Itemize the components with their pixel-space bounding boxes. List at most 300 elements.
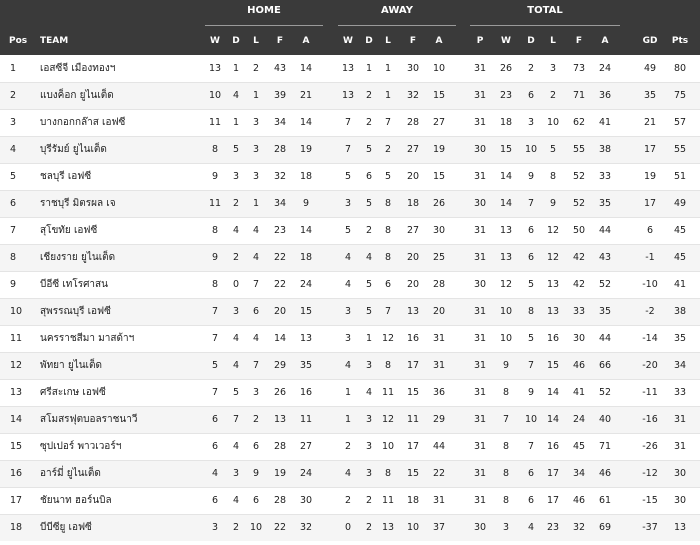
home-stat-cell: 5 — [232, 144, 240, 155]
home-stat-cell: 2 — [252, 63, 260, 74]
home-stat-cell: 7 — [211, 387, 219, 398]
total-stat-cell: 4 — [527, 522, 535, 533]
total-stat-cell: 30 — [473, 522, 487, 533]
away-stat-cell: 5 — [365, 144, 373, 155]
total-stat-cell: 17 — [546, 495, 560, 506]
home-stat-cell: 1 — [252, 198, 260, 209]
home-stat-cell: 3 — [232, 171, 240, 182]
away-stat-cell: 15 — [406, 387, 420, 398]
total-stat-cell: 46 — [598, 468, 612, 479]
away-stat-cell: 17 — [406, 441, 420, 452]
total-stat-cell: 10 — [499, 333, 513, 344]
home-stat-cell: 7 — [252, 279, 260, 290]
position-cell: 15 — [10, 441, 23, 452]
away-stat-cell: 2 — [365, 225, 373, 236]
total-stat-cell: 9 — [549, 198, 557, 209]
home-stat-cell: 13 — [208, 63, 222, 74]
home-stat-cell: 3 — [252, 144, 260, 155]
column-header-total-3: L — [550, 36, 556, 46]
total-stat-cell: 26 — [499, 63, 513, 74]
away-stat-cell: 3 — [344, 198, 352, 209]
group-total-title: TOTAL — [527, 5, 563, 16]
total-stat-cell: 69 — [598, 522, 612, 533]
total-stat-cell: 34 — [572, 468, 586, 479]
table-row — [0, 325, 700, 352]
team-name-cell: ราชบุรี มิตรผล เจ — [40, 198, 116, 209]
points-cell: 45 — [673, 252, 687, 263]
position-cell: 11 — [10, 333, 23, 344]
away-stat-cell: 7 — [344, 144, 352, 155]
total-stat-cell: 43 — [598, 252, 612, 263]
home-stat-cell: 22 — [273, 279, 287, 290]
away-stat-cell: 11 — [381, 387, 395, 398]
row-divider — [0, 487, 700, 488]
home-stat-cell: 6 — [252, 495, 260, 506]
total-stat-cell: 33 — [598, 171, 612, 182]
total-stat-cell: 12 — [546, 252, 560, 263]
row-divider — [0, 379, 700, 380]
home-stat-cell: 7 — [211, 333, 219, 344]
home-stat-cell: 32 — [299, 522, 313, 533]
position-cell: 16 — [10, 468, 23, 479]
away-stat-cell: 4 — [344, 468, 352, 479]
goal-difference-cell: -1 — [645, 252, 655, 263]
team-name-cell: เชียงราย ยูไนเต็ด — [40, 252, 116, 263]
home-stat-cell: 8 — [211, 279, 219, 290]
row-divider — [0, 298, 700, 299]
table-row — [0, 109, 700, 136]
total-stat-cell: 3 — [549, 63, 557, 74]
away-stat-cell: 5 — [344, 171, 352, 182]
position-cell: 1 — [10, 63, 17, 74]
away-stat-cell: 19 — [432, 144, 446, 155]
total-stat-cell: 14 — [546, 387, 560, 398]
home-stat-cell: 2 — [232, 522, 240, 533]
goal-difference-cell: 6 — [646, 225, 654, 236]
team-name-cell: สโมสรฟุตบอลราชนาวี — [40, 414, 138, 425]
away-stat-cell: 5 — [365, 306, 373, 317]
total-stat-cell: 12 — [546, 225, 560, 236]
away-stat-cell: 2 — [365, 522, 373, 533]
goal-difference-cell: 49 — [643, 63, 657, 74]
home-stat-cell: 19 — [273, 468, 287, 479]
points-cell: 13 — [673, 522, 687, 533]
goal-difference-cell: -12 — [642, 468, 658, 479]
position-cell: 10 — [10, 306, 23, 317]
total-stat-cell: 15 — [546, 360, 560, 371]
home-stat-cell: 11 — [208, 198, 222, 209]
goal-difference-cell: -16 — [642, 414, 658, 425]
total-stat-cell: 5 — [527, 279, 535, 290]
group-home-underline — [205, 25, 323, 26]
away-stat-cell: 13 — [341, 90, 355, 101]
away-stat-cell: 11 — [381, 495, 395, 506]
away-stat-cell: 11 — [406, 414, 420, 425]
total-stat-cell: 42 — [572, 279, 586, 290]
away-stat-cell: 28 — [406, 117, 420, 128]
total-stat-cell: 52 — [598, 387, 612, 398]
away-stat-cell: 3 — [365, 468, 373, 479]
total-stat-cell: 46 — [572, 360, 586, 371]
away-stat-cell: 5 — [365, 279, 373, 290]
table-header — [0, 0, 700, 55]
goal-difference-cell: -15 — [642, 495, 658, 506]
total-stat-cell: 31 — [473, 117, 487, 128]
away-stat-cell: 31 — [432, 360, 446, 371]
total-stat-cell: 8 — [527, 306, 535, 317]
away-stat-cell: 30 — [432, 225, 446, 236]
points-cell: 55 — [673, 144, 687, 155]
row-divider — [0, 433, 700, 434]
team-name-cell: ชัยนาท ฮอร์นบิล — [40, 495, 112, 506]
home-stat-cell: 0 — [232, 279, 240, 290]
team-name-cell: แบงค็อก ยูไนเต็ด — [40, 90, 114, 101]
away-stat-cell: 31 — [432, 495, 446, 506]
team-name-cell: บางกอกกล๊าส เอฟซี — [40, 117, 126, 128]
total-stat-cell: 17 — [546, 468, 560, 479]
total-stat-cell: 10 — [499, 306, 513, 317]
home-stat-cell: 7 — [232, 414, 240, 425]
total-stat-cell: 32 — [572, 522, 586, 533]
goal-difference-cell: -26 — [642, 441, 658, 452]
home-stat-cell: 8 — [211, 144, 219, 155]
total-stat-cell: 45 — [572, 441, 586, 452]
row-divider — [0, 514, 700, 515]
total-stat-cell: 8 — [549, 171, 557, 182]
goal-difference-cell: 17 — [643, 144, 657, 155]
total-stat-cell: 52 — [572, 171, 586, 182]
away-stat-cell: 3 — [344, 333, 352, 344]
total-stat-cell: 8 — [502, 495, 510, 506]
away-stat-cell: 12 — [381, 414, 395, 425]
total-stat-cell: 30 — [473, 279, 487, 290]
away-stat-cell: 1 — [344, 387, 352, 398]
column-header-pos: Pos — [9, 36, 28, 46]
home-stat-cell: 4 — [252, 333, 260, 344]
points-cell: 31 — [673, 441, 687, 452]
away-stat-cell: 13 — [381, 522, 395, 533]
total-stat-cell: 44 — [598, 225, 612, 236]
total-stat-cell: 23 — [546, 522, 560, 533]
home-stat-cell: 9 — [302, 198, 310, 209]
away-stat-cell: 16 — [406, 333, 420, 344]
home-stat-cell: 4 — [232, 495, 240, 506]
away-stat-cell: 1 — [384, 63, 392, 74]
away-stat-cell: 15 — [432, 171, 446, 182]
away-stat-cell: 28 — [432, 279, 446, 290]
points-cell: 34 — [673, 360, 687, 371]
total-stat-cell: 46 — [572, 495, 586, 506]
table-row — [0, 163, 700, 190]
home-stat-cell: 4 — [232, 90, 240, 101]
away-stat-cell: 8 — [384, 360, 392, 371]
away-stat-cell: 2 — [344, 495, 352, 506]
table-row — [0, 514, 700, 541]
away-stat-cell: 10 — [406, 522, 420, 533]
home-stat-cell: 28 — [273, 495, 287, 506]
team-name-cell: ซุปเปอร์ พาวเวอร์ฯ — [40, 441, 122, 452]
away-stat-cell: 7 — [384, 306, 392, 317]
total-stat-cell: 2 — [549, 90, 557, 101]
total-stat-cell: 16 — [546, 441, 560, 452]
away-stat-cell: 7 — [344, 117, 352, 128]
away-stat-cell: 36 — [432, 387, 446, 398]
total-stat-cell: 31 — [473, 63, 487, 74]
away-stat-cell: 3 — [365, 360, 373, 371]
home-stat-cell: 2 — [252, 414, 260, 425]
home-stat-cell: 16 — [299, 387, 313, 398]
row-divider — [0, 190, 700, 191]
away-stat-cell: 20 — [432, 306, 446, 317]
home-stat-cell: 23 — [273, 225, 287, 236]
row-divider — [0, 406, 700, 407]
home-stat-cell: 32 — [273, 171, 287, 182]
away-stat-cell: 6 — [365, 171, 373, 182]
total-stat-cell: 18 — [499, 117, 513, 128]
total-stat-cell: 8 — [502, 441, 510, 452]
home-stat-cell: 5 — [211, 360, 219, 371]
column-header-total-5: A — [601, 36, 609, 46]
home-stat-cell: 28 — [273, 441, 287, 452]
away-stat-cell: 5 — [344, 225, 352, 236]
home-stat-cell: 7 — [211, 306, 219, 317]
column-header-home-2: L — [253, 36, 259, 46]
away-stat-cell: 4 — [344, 360, 352, 371]
total-stat-cell: 30 — [572, 333, 586, 344]
group-home-title: HOME — [247, 5, 281, 16]
goal-difference-cell: 17 — [643, 198, 657, 209]
total-stat-cell: 73 — [572, 63, 586, 74]
total-stat-cell: 50 — [572, 225, 586, 236]
row-divider — [0, 163, 700, 164]
row-divider — [0, 352, 700, 353]
row-divider — [0, 271, 700, 272]
home-stat-cell: 3 — [232, 468, 240, 479]
column-header-away-4: A — [435, 36, 443, 46]
home-stat-cell: 6 — [211, 441, 219, 452]
total-stat-cell: 6 — [527, 225, 535, 236]
goal-difference-cell: 19 — [643, 171, 657, 182]
home-stat-cell: 15 — [299, 306, 313, 317]
home-stat-cell: 4 — [211, 468, 219, 479]
home-stat-cell: 22 — [273, 522, 287, 533]
away-stat-cell: 6 — [384, 279, 392, 290]
home-stat-cell: 8 — [211, 225, 219, 236]
total-stat-cell: 24 — [572, 414, 586, 425]
table-row — [0, 82, 700, 109]
away-stat-cell: 5 — [365, 198, 373, 209]
home-stat-cell: 18 — [299, 252, 313, 263]
goal-difference-cell: -11 — [642, 387, 658, 398]
away-stat-cell: 20 — [406, 171, 420, 182]
total-stat-cell: 13 — [499, 252, 513, 263]
row-divider — [0, 82, 700, 83]
away-stat-cell: 10 — [381, 441, 395, 452]
column-header-home-0: W — [210, 36, 220, 46]
home-stat-cell: 43 — [273, 63, 287, 74]
away-stat-cell: 2 — [365, 90, 373, 101]
column-header-away-2: L — [385, 36, 391, 46]
home-stat-cell: 24 — [299, 279, 313, 290]
away-stat-cell: 3 — [365, 441, 373, 452]
home-stat-cell: 39 — [273, 90, 287, 101]
home-stat-cell: 11 — [208, 117, 222, 128]
goal-difference-cell: 21 — [643, 117, 657, 128]
home-stat-cell: 22 — [273, 252, 287, 263]
total-stat-cell: 24 — [598, 63, 612, 74]
home-stat-cell: 34 — [273, 198, 287, 209]
points-cell: 30 — [673, 468, 687, 479]
position-cell: 4 — [10, 144, 17, 155]
away-stat-cell: 7 — [384, 117, 392, 128]
home-stat-cell: 4 — [232, 360, 240, 371]
column-header-home-1: D — [232, 36, 240, 46]
total-stat-cell: 6 — [527, 252, 535, 263]
home-stat-cell: 10 — [249, 522, 263, 533]
total-stat-cell: 7 — [527, 198, 535, 209]
home-stat-cell: 14 — [299, 117, 313, 128]
away-stat-cell: 1 — [344, 414, 352, 425]
team-name-cell: บุรีรัมย์ ยูไนเต็ด — [40, 144, 107, 155]
home-stat-cell: 3 — [232, 306, 240, 317]
total-stat-cell: 30 — [473, 198, 487, 209]
total-stat-cell: 41 — [598, 117, 612, 128]
total-stat-cell: 6 — [527, 495, 535, 506]
total-stat-cell: 31 — [473, 468, 487, 479]
home-stat-cell: 18 — [299, 171, 313, 182]
total-stat-cell: 61 — [598, 495, 612, 506]
home-stat-cell: 2 — [232, 252, 240, 263]
away-stat-cell: 1 — [384, 90, 392, 101]
away-stat-cell: 10 — [432, 63, 446, 74]
home-stat-cell: 4 — [252, 252, 260, 263]
home-stat-cell: 4 — [232, 441, 240, 452]
away-stat-cell: 20 — [406, 252, 420, 263]
away-stat-cell: 5 — [384, 171, 392, 182]
home-stat-cell: 29 — [273, 360, 287, 371]
total-stat-cell: 5 — [549, 144, 557, 155]
home-stat-cell: 13 — [273, 414, 287, 425]
total-stat-cell: 6 — [527, 90, 535, 101]
total-stat-cell: 6 — [527, 468, 535, 479]
away-stat-cell: 31 — [432, 333, 446, 344]
points-cell: 45 — [673, 225, 687, 236]
goal-difference-cell: -37 — [642, 522, 658, 533]
table-row — [0, 460, 700, 487]
total-stat-cell: 71 — [598, 441, 612, 452]
home-stat-cell: 24 — [299, 468, 313, 479]
column-header-total-4: F — [575, 36, 583, 46]
total-stat-cell: 55 — [572, 144, 586, 155]
points-cell: 35 — [673, 333, 687, 344]
away-stat-cell: 8 — [384, 198, 392, 209]
home-stat-cell: 9 — [211, 171, 219, 182]
table-row — [0, 298, 700, 325]
group-total-underline — [470, 25, 620, 26]
total-stat-cell: 35 — [598, 198, 612, 209]
away-stat-cell: 20 — [406, 279, 420, 290]
home-stat-cell: 3 — [252, 387, 260, 398]
home-stat-cell: 28 — [273, 144, 287, 155]
home-stat-cell: 6 — [252, 306, 260, 317]
total-stat-cell: 14 — [546, 414, 560, 425]
column-header-total-1: W — [501, 36, 511, 46]
row-divider — [0, 217, 700, 218]
table-row — [0, 352, 700, 379]
total-stat-cell: 31 — [473, 306, 487, 317]
total-stat-cell: 23 — [499, 90, 513, 101]
total-stat-cell: 7 — [527, 360, 535, 371]
home-stat-cell: 35 — [299, 360, 313, 371]
total-stat-cell: 41 — [572, 387, 586, 398]
team-name-cell: พัทยา ยูไนเต็ด — [40, 360, 102, 371]
position-cell: 13 — [10, 387, 23, 398]
column-header-away-1: D — [365, 36, 373, 46]
table-row — [0, 487, 700, 514]
column-header-home-4: A — [302, 36, 310, 46]
away-stat-cell: 0 — [344, 522, 352, 533]
position-cell: 5 — [10, 171, 17, 182]
total-stat-cell: 42 — [572, 252, 586, 263]
home-stat-cell: 10 — [208, 90, 222, 101]
away-stat-cell: 2 — [344, 441, 352, 452]
team-name-cell: อาร์มี่ ยูไนเต็ด — [40, 468, 101, 479]
total-stat-cell: 10 — [524, 144, 538, 155]
away-stat-cell: 2 — [365, 495, 373, 506]
table-row — [0, 379, 700, 406]
home-stat-cell: 26 — [273, 387, 287, 398]
home-stat-cell: 9 — [211, 252, 219, 263]
away-stat-cell: 22 — [432, 468, 446, 479]
table-row — [0, 136, 700, 163]
away-stat-cell: 4 — [344, 279, 352, 290]
table-row — [0, 190, 700, 217]
total-stat-cell: 8 — [502, 387, 510, 398]
home-stat-cell: 1 — [232, 63, 240, 74]
away-stat-cell: 29 — [432, 414, 446, 425]
home-stat-cell: 11 — [299, 414, 313, 425]
total-stat-cell: 66 — [598, 360, 612, 371]
column-header-away-3: F — [409, 36, 417, 46]
home-stat-cell: 4 — [232, 225, 240, 236]
table-row — [0, 406, 700, 433]
row-divider — [0, 244, 700, 245]
away-stat-cell: 4 — [344, 252, 352, 263]
team-name-cell: เอสซีจี เมืองทองฯ — [40, 63, 116, 74]
total-stat-cell: 2 — [527, 63, 535, 74]
home-stat-cell: 1 — [252, 90, 260, 101]
home-stat-cell: 3 — [211, 522, 219, 533]
home-stat-cell: 4 — [252, 225, 260, 236]
row-divider — [0, 325, 700, 326]
table-row — [0, 271, 700, 298]
points-cell: 41 — [673, 279, 687, 290]
home-stat-cell: 34 — [273, 117, 287, 128]
total-stat-cell: 9 — [527, 171, 535, 182]
away-stat-cell: 32 — [406, 90, 420, 101]
home-stat-cell: 27 — [299, 441, 313, 452]
home-stat-cell: 6 — [252, 441, 260, 452]
home-stat-cell: 7 — [252, 360, 260, 371]
away-stat-cell: 2 — [365, 117, 373, 128]
away-stat-cell: 13 — [406, 306, 420, 317]
away-stat-cell: 30 — [406, 63, 420, 74]
total-stat-cell: 13 — [546, 306, 560, 317]
total-stat-cell: 10 — [546, 117, 560, 128]
column-header-home-3: F — [276, 36, 284, 46]
away-stat-cell: 17 — [406, 360, 420, 371]
total-stat-cell: 31 — [473, 90, 487, 101]
